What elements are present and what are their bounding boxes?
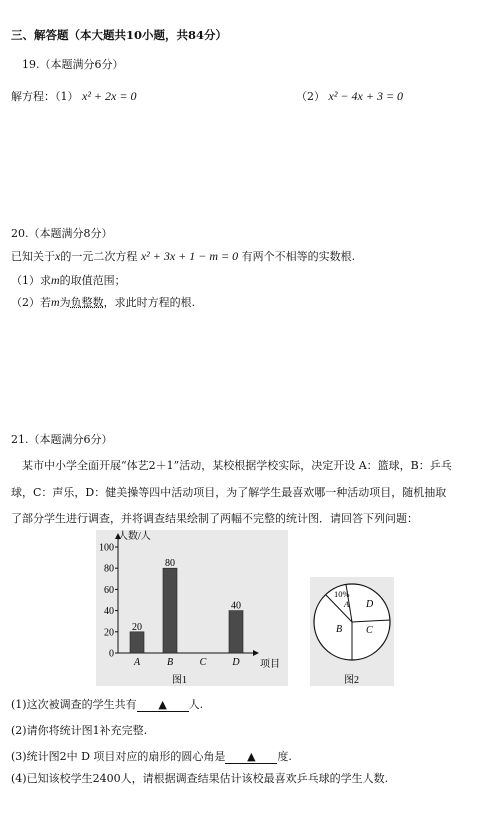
q20-p2-emphasis: 负整数 bbox=[70, 296, 104, 309]
q21-sub-3 bbox=[11, 748, 292, 764]
q21-s1-text-a: (1)这次被调查的学生共有 bbox=[11, 698, 137, 711]
q21-sub-2: (2)请你将统计图1补充完整. bbox=[11, 724, 148, 737]
q20-text-b: 的一元二次方程 bbox=[60, 250, 138, 263]
pie-chart bbox=[310, 577, 394, 686]
q21-s1-text-b: 人. bbox=[188, 698, 204, 711]
pie-label-d: D bbox=[366, 599, 374, 610]
pie-label-c: C bbox=[366, 625, 373, 636]
bar-chart-figure bbox=[96, 530, 288, 686]
bar-chart bbox=[96, 530, 288, 686]
pie-label-b: B bbox=[336, 624, 343, 635]
q19-prompt bbox=[11, 88, 136, 104]
q20-equation: x² + 3x + 1 − m = 0 bbox=[140, 249, 239, 263]
section-title: 三、解答题（本大题共10小题，共84分） bbox=[11, 28, 228, 42]
q20-p2-b: 为 bbox=[59, 296, 71, 309]
q21-line-2: 球，C：声乐，D：健美操等四中活动项目，为了解学生最喜欢哪一种活动项目，随机抽取 bbox=[11, 486, 447, 499]
q19-header: 19.（本题满分6分） bbox=[22, 58, 124, 71]
bar-data-label-d: 40 bbox=[231, 600, 241, 612]
pie-annotation-percent: 10% bbox=[334, 589, 350, 599]
bar-chart-ytick-label: 0 bbox=[109, 648, 114, 660]
bar-d bbox=[229, 611, 243, 653]
q21-sub-4: (4)已知该校学生2400人，请根据调查结果估计该校最喜欢乒乓球的学生人数. bbox=[11, 772, 389, 785]
q21-s3-text-b: 度. bbox=[277, 750, 292, 763]
bar-chart-xlabel: 项目 bbox=[260, 659, 280, 670]
q21-header: 21.（本题满分6分） bbox=[11, 433, 113, 446]
q20-text-c: 有两个不相等的实数根. bbox=[241, 250, 356, 263]
bar-chart-ytick-label: 40 bbox=[104, 606, 114, 618]
bar-chart-ytick-label: 60 bbox=[104, 584, 114, 596]
q20-part1 bbox=[11, 272, 126, 288]
q21-line-1: 某市中小学全面开展“体艺2＋1”活动，某校根据学校实际，决定开设 A：篮球，B：乒乓 bbox=[22, 459, 452, 472]
q20-var-m1: m bbox=[51, 273, 60, 287]
bar-chart-ticks bbox=[99, 543, 118, 660]
q20-p1-b: 的取值范围； bbox=[59, 274, 126, 287]
bar-chart-caption: 图1 bbox=[172, 675, 187, 686]
bar-chart-ytick-label: 100 bbox=[99, 542, 114, 554]
q19-equation-1: x² + 2x = 0 bbox=[82, 89, 137, 103]
bar-chart-ylabel: 人数/人 bbox=[118, 531, 151, 542]
bar-data-label-b: 80 bbox=[165, 558, 175, 570]
q20-statement bbox=[11, 248, 355, 264]
bar-a bbox=[130, 632, 144, 653]
q21-sub-1 bbox=[11, 696, 203, 712]
bar-category-label-a: A bbox=[133, 657, 141, 668]
q21-s3-text-a: (3)统计图2中 D 项目对应的扇形的圆心角是 bbox=[11, 750, 226, 763]
bar-category-label-c: C bbox=[199, 657, 207, 668]
q20-var-m2: m bbox=[51, 295, 60, 309]
q21-line-3: 了部分学生进行调查，并将调查结果绘制了两幅不完整的统计图．请回答下列问题： bbox=[11, 512, 418, 525]
q19-equation-2: x² − 4x + 3 = 0 bbox=[328, 89, 404, 103]
q20-text-a: 已知关于 bbox=[11, 250, 55, 263]
bar-category-label-b: B bbox=[166, 657, 174, 668]
bar-category-label-d: D bbox=[232, 657, 240, 668]
q20-p2-c: ，求此时方程的根. bbox=[103, 296, 196, 309]
q20-p1-a: （1）求 bbox=[11, 274, 51, 287]
q21-s1-answer-blank: ▲ bbox=[137, 699, 189, 712]
pie-chart-figure bbox=[310, 577, 394, 686]
pie-label-a: A bbox=[344, 599, 350, 609]
q19-part2 bbox=[296, 88, 403, 104]
q20-var-x: x bbox=[55, 249, 61, 263]
bar-chart-ytick-label: 80 bbox=[104, 563, 114, 575]
bar-b bbox=[163, 568, 177, 653]
q19-prompt-text: 解方程：（1） bbox=[11, 90, 79, 103]
bar-data-label-a: 20 bbox=[132, 621, 142, 633]
bar-chart-x-arrow bbox=[253, 650, 259, 656]
q20-p2-a: （2）若 bbox=[11, 296, 51, 309]
bar-chart-bars bbox=[130, 558, 243, 668]
bar-chart-ytick-label: 20 bbox=[104, 627, 114, 639]
q19-part2-label: （2） bbox=[296, 90, 325, 103]
q20-header: 20.（本题满分8分） bbox=[11, 227, 113, 240]
pie-chart-caption: 图2 bbox=[344, 675, 359, 686]
q21-s3-answer-blank: ▲ bbox=[225, 751, 277, 764]
q20-part2 bbox=[11, 294, 195, 310]
